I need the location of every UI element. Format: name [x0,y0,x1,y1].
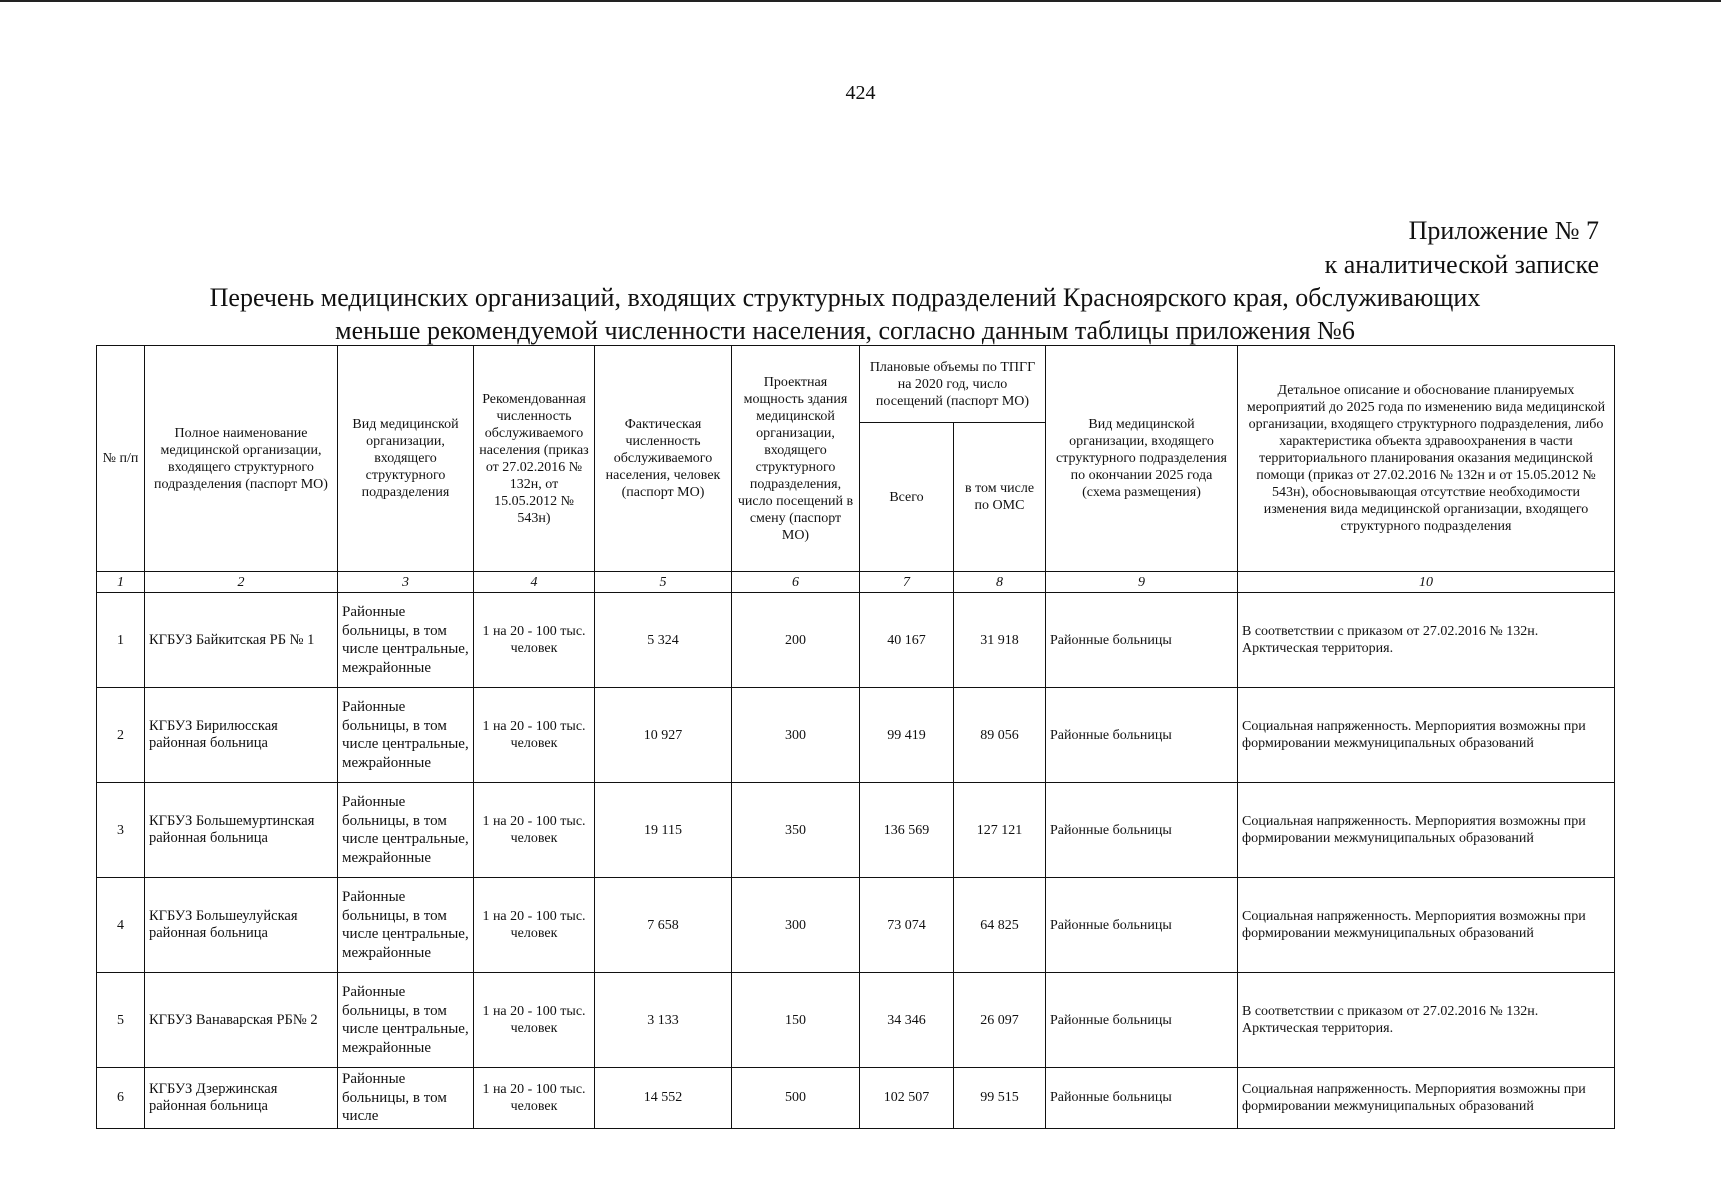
row-actual: 7 658 [595,878,732,973]
row-name: КГБУЗ Ванаварская РБ№ 2 [145,973,338,1068]
row-description: Социальная напряженность. Мерпориятия возможны при формировании межмуниципальных образований [1238,1068,1615,1129]
row-recommended: 1 на 20 - 100 тыс. человек [474,1068,595,1129]
table-header-row [97,346,1615,423]
row-description: Социальная напряженность. Мерпориятия возможны при формировании межмуниципальных образований [1238,688,1615,783]
row-recommended: 1 на 20 - 100 тыс. человек [474,688,595,783]
table-row [97,688,1615,783]
header-description: Детальное описание и обоснование планируемых мероприятий до 2025 года по изменению вида медицинской организации, входящего структурного подразделения, либо характеристика объекта здравоохранения в части территориального планирования оказания медицинской помощи (приказ от 27.02.2016 № 132н и от 15.05.2012 № 543н), обосновывающая отсутствие необходимости изменения вида медицинской организации, входящего структурного подразделения [1238,346,1615,572]
row-actual: 5 324 [595,593,732,688]
row-type: Районные больницы, в том числе центральные, межрайонные [338,688,474,783]
row-type-2025: Районные больницы [1046,593,1238,688]
row-recommended: 1 на 20 - 100 тыс. человек [474,878,595,973]
row-plan-total: 34 346 [860,973,954,1068]
row-plan-oms: 99 515 [954,1068,1046,1129]
row-description: В соответствии с приказом от 27.02.2016 № 132н. Арктическая территория. [1238,973,1615,1068]
row-recommended: 1 на 20 - 100 тыс. человек [474,973,595,1068]
page-top-rule [0,0,1721,2]
header-plan-total: Всего [860,423,954,572]
row-num: 6 [97,1068,145,1129]
row-description: Социальная напряженность. Мерпориятия возможны при формировании межмуниципальных образований [1238,878,1615,973]
table-row [97,593,1615,688]
column-number: 5 [595,572,732,593]
row-capacity: 150 [732,973,860,1068]
header-type-2025: Вид медицинской организации, входящего структурного подразделения по окончании 2025 года (схема размещения) [1046,346,1238,572]
table-row [97,1068,1615,1129]
row-num: 3 [97,783,145,878]
header-actual: Фактическая численность обслуживаемого населения, человек (паспорт МО) [595,346,732,572]
row-name: КГБУЗ Дзержинская районная больница [145,1068,338,1129]
column-number: 6 [732,572,860,593]
row-type: Районные больницы, в том числе центральные, межрайонные [338,593,474,688]
row-plan-total: 99 419 [860,688,954,783]
column-number: 9 [1046,572,1238,593]
row-plan-oms: 127 121 [954,783,1046,878]
row-description: Социальная напряженность. Мерпориятия возможны при формировании межмуниципальных образований [1238,783,1615,878]
row-type: Районные больницы, в том числе [338,1068,474,1129]
row-type: Районные больницы, в том числе центральные, межрайонные [338,878,474,973]
row-recommended: 1 на 20 - 100 тыс. человек [474,783,595,878]
column-number: 4 [474,572,595,593]
document-title-line-1: Перечень медицинских организаций, входящих структурных подразделений Красноярского края, обслуживающих [209,283,1481,312]
row-type-2025: Районные больницы [1046,878,1238,973]
row-capacity: 300 [732,878,860,973]
row-num: 1 [97,593,145,688]
appendix-label: Приложение № 7 [1408,216,1599,245]
row-plan-total: 136 569 [860,783,954,878]
row-num: 4 [97,878,145,973]
row-num: 5 [97,973,145,1068]
row-type: Районные больницы, в том числе центральные, межрайонные [338,973,474,1068]
row-type-2025: Районные больницы [1046,688,1238,783]
column-number: 2 [145,572,338,593]
row-num: 2 [97,688,145,783]
header-capacity: Проектная мощность здания медицинской организации, входящего структурного подразделения, число посещений в смену (паспорт МО) [732,346,860,572]
row-capacity: 500 [732,1068,860,1129]
row-name: КГБУЗ Байкитская РБ № 1 [145,593,338,688]
row-capacity: 350 [732,783,860,878]
header-recommended: Рекомендованная численность обслуживаемого населения (приказ от 27.02.2016 № 132н, от 15.05.2012 № 543н) [474,346,595,572]
header-num: № п/п [97,346,145,572]
row-name: КГБУЗ Большемуртинская районная больница [145,783,338,878]
table-row [97,973,1615,1068]
row-type-2025: Районные больницы [1046,1068,1238,1129]
row-type-2025: Районные больницы [1046,973,1238,1068]
column-number: 10 [1238,572,1615,593]
column-number-row [97,572,1615,593]
hospital-list-table [96,345,1615,1129]
row-plan-oms: 26 097 [954,973,1046,1068]
row-actual: 10 927 [595,688,732,783]
header-plan-group: Плановые объемы по ТПГГ на 2020 год, число посещений (паспорт МО) [860,346,1046,423]
column-number: 3 [338,572,474,593]
header-type: Вид медицинской организации, входящего структурного подразделения [338,346,474,572]
row-plan-total: 102 507 [860,1068,954,1129]
row-type-2025: Районные больницы [1046,783,1238,878]
row-capacity: 300 [732,688,860,783]
table-row [97,783,1615,878]
row-recommended: 1 на 20 - 100 тыс. человек [474,593,595,688]
row-plan-oms: 64 825 [954,878,1046,973]
row-actual: 3 133 [595,973,732,1068]
column-number: 8 [954,572,1046,593]
column-number: 1 [97,572,145,593]
document-title-line-2: меньше рекомендуемой численности населения, согласно данным таблицы приложения №6 [335,316,1355,345]
row-actual: 19 115 [595,783,732,878]
header-plan-oms: в том числе по ОМС [954,423,1046,572]
row-description: В соответствии с приказом от 27.02.2016 № 132н. Арктическая территория. [1238,593,1615,688]
row-name: КГБУЗ Бирилюсская районная больница [145,688,338,783]
row-plan-oms: 89 056 [954,688,1046,783]
table-row [97,878,1615,973]
appendix-subtitle: к аналитической записке [1324,250,1599,279]
row-plan-oms: 31 918 [954,593,1046,688]
row-actual: 14 552 [595,1068,732,1129]
row-name: КГБУЗ Большеулуйская районная больница [145,878,338,973]
header-name: Полное наименование медицинской организации, входящего структурного подразделения (паспорт МО) [145,346,338,572]
row-plan-total: 73 074 [860,878,954,973]
page-number: 424 [845,82,876,104]
row-type: Районные больницы, в том числе центральные, межрайонные [338,783,474,878]
column-number: 7 [860,572,954,593]
row-plan-total: 40 167 [860,593,954,688]
row-capacity: 200 [732,593,860,688]
